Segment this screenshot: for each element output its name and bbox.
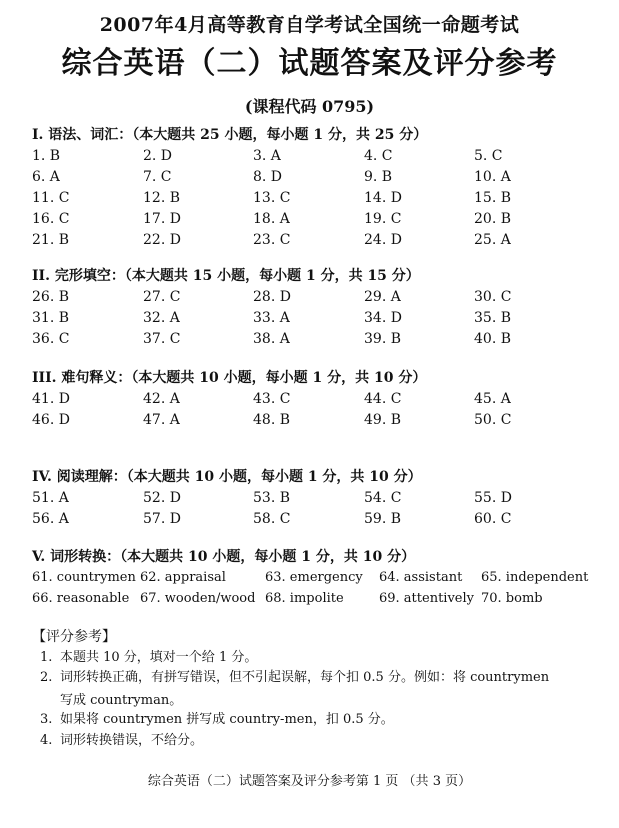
answer-item: 68. impolite [265, 591, 344, 606]
answer-item: 17. D [143, 211, 181, 227]
answer-item: 58. C [253, 511, 291, 527]
answer-item: 20. B [474, 211, 512, 227]
answer-item: 12. B [143, 190, 181, 206]
answer-item: 50. C [474, 412, 512, 428]
answer-item: 34. D [364, 310, 402, 326]
note-text: 如果将 countrymen 拼写成 country-men，扣 0.5 分。 [60, 712, 394, 727]
answer-row [0, 190, 619, 210]
answer-item: 66. reasonable [32, 591, 130, 606]
answer-item: 25. A [474, 232, 511, 248]
answer-item: 37. C [143, 331, 181, 347]
note-number: 3. [40, 712, 53, 727]
answer-item: 63. emergency [265, 570, 363, 585]
answer-row [0, 391, 619, 411]
answer-item: 26. B [32, 289, 70, 305]
answer-row [0, 310, 619, 330]
answer-row [0, 169, 619, 189]
answer-item: 53. B [253, 490, 291, 506]
note-number: 4. [40, 733, 53, 748]
answer-row [0, 511, 619, 531]
grading-note [40, 668, 549, 688]
answer-item: 19. C [364, 211, 402, 227]
note-text-continued: 写成 countryman。 [60, 693, 183, 708]
answer-item: 3. A [253, 148, 281, 164]
answer-item: 49. B [364, 412, 402, 428]
answer-row [0, 289, 619, 309]
answer-item: 2. D [143, 148, 173, 164]
answer-row [0, 490, 619, 510]
answer-item: 1. B [32, 148, 61, 164]
section-2-heading: II. 完形填空：（本大题共 15 小题，每小题 1 分，共 15 分） [32, 268, 420, 284]
answer-item: 22. D [143, 232, 181, 248]
answer-item: 47. A [143, 412, 180, 428]
answer-item: 33. A [253, 310, 290, 326]
answer-item: 15. B [474, 190, 512, 206]
grading-note [40, 731, 203, 751]
grading-note [40, 710, 394, 730]
note-text: 词形转换正确，有拼写错误，但不引起误解，每个扣 0.5 分。例如：将 countrymen [60, 670, 550, 685]
answer-item: 7. C [143, 169, 172, 185]
answer-item: 18. A [253, 211, 290, 227]
document-title: 综合英语（二）试题答案及评分参考 [61, 46, 558, 81]
answer-item: 10. A [474, 169, 511, 185]
answer-item: 21. B [32, 232, 70, 248]
answer-item: 6. A [32, 169, 60, 185]
answer-item: 67. wooden/wood [140, 591, 256, 606]
answer-item: 64. assistant [379, 570, 463, 585]
note-text: 词形转换错误，不给分。 [60, 733, 204, 748]
answer-item: 40. B [474, 331, 512, 347]
answer-item: 4. C [364, 148, 393, 164]
grading-note [40, 648, 257, 668]
answer-item: 56. A [32, 511, 69, 527]
section-1-heading: I. 语法、词汇：（本大题共 25 小题，每小题 1 分，共 25 分） [32, 127, 428, 143]
answer-item: 65. independent [481, 570, 589, 585]
answer-item: 46. D [32, 412, 70, 428]
answer-item: 13. C [253, 190, 291, 206]
answer-item: 55. D [474, 490, 512, 506]
answer-item: 32. A [143, 310, 180, 326]
answer-item: 36. C [32, 331, 70, 347]
answer-item: 69. attentively [379, 591, 474, 606]
answer-item: 38. A [253, 331, 290, 347]
answer-row [0, 331, 619, 351]
exam-title: 2007年4月高等教育自学考试全国统一命题考试 [99, 14, 520, 36]
answer-item: 28. D [253, 289, 291, 305]
answer-item: 9. B [364, 169, 393, 185]
section-3-heading: III. 难句释义：（本大题共 10 小题，每小题 1 分，共 10 分） [32, 370, 427, 386]
answer-item: 29. A [364, 289, 401, 305]
answer-item: 8. D [253, 169, 283, 185]
answer-row [0, 412, 619, 432]
answer-item: 62. appraisal [140, 570, 226, 585]
answer-item: 60. C [474, 511, 512, 527]
note-text: 本题共 10 分，填对一个给 1 分。 [60, 650, 258, 665]
answer-item: 5. C [474, 148, 503, 164]
answer-item: 61. countrymen [32, 570, 136, 585]
answer-item: 14. D [364, 190, 402, 206]
answer-item: 48. B [253, 412, 291, 428]
answer-item: 51. A [32, 490, 69, 506]
answer-item: 44. C [364, 391, 402, 407]
answer-item: 11. C [32, 190, 70, 206]
section-4-heading: IV. 阅读理解：（本大题共 10 小题，每小题 1 分，共 10 分） [32, 469, 422, 485]
answer-item: 57. D [143, 511, 181, 527]
answer-row [0, 232, 619, 252]
answer-item: 70. bomb [481, 591, 543, 606]
answer-item: 41. D [32, 391, 70, 407]
answer-item: 52. D [143, 490, 181, 506]
answer-item: 43. C [253, 391, 291, 407]
answer-item: 35. B [474, 310, 512, 326]
answer-item: 31. B [32, 310, 70, 326]
page-footer: 综合英语（二）试题答案及评分参考第 1 页 （共 3 页） [147, 774, 472, 789]
note-number: 1. [40, 650, 53, 665]
answer-item: 27. C [143, 289, 181, 305]
answer-item: 23. C [253, 232, 291, 248]
note-number: 2. [40, 670, 53, 685]
answer-item: 39. B [364, 331, 402, 347]
answer-item: 45. A [474, 391, 511, 407]
answer-item: 16. C [32, 211, 70, 227]
course-code: (课程代码 0795) [244, 97, 375, 116]
answer-row [0, 570, 619, 590]
answer-item: 54. C [364, 490, 402, 506]
answer-item: 42. A [143, 391, 180, 407]
answer-item: 30. C [474, 289, 512, 305]
grading-notes-title: 【评分参考】 [32, 629, 116, 645]
answer-item: 24. D [364, 232, 402, 248]
answer-row [0, 591, 619, 611]
section-5-heading: V. 词形转换：（本大题共 10 小题，每小题 1 分，共 10 分） [32, 549, 416, 565]
answer-row [0, 211, 619, 231]
answer-row [0, 148, 619, 168]
answer-item: 59. B [364, 511, 402, 527]
